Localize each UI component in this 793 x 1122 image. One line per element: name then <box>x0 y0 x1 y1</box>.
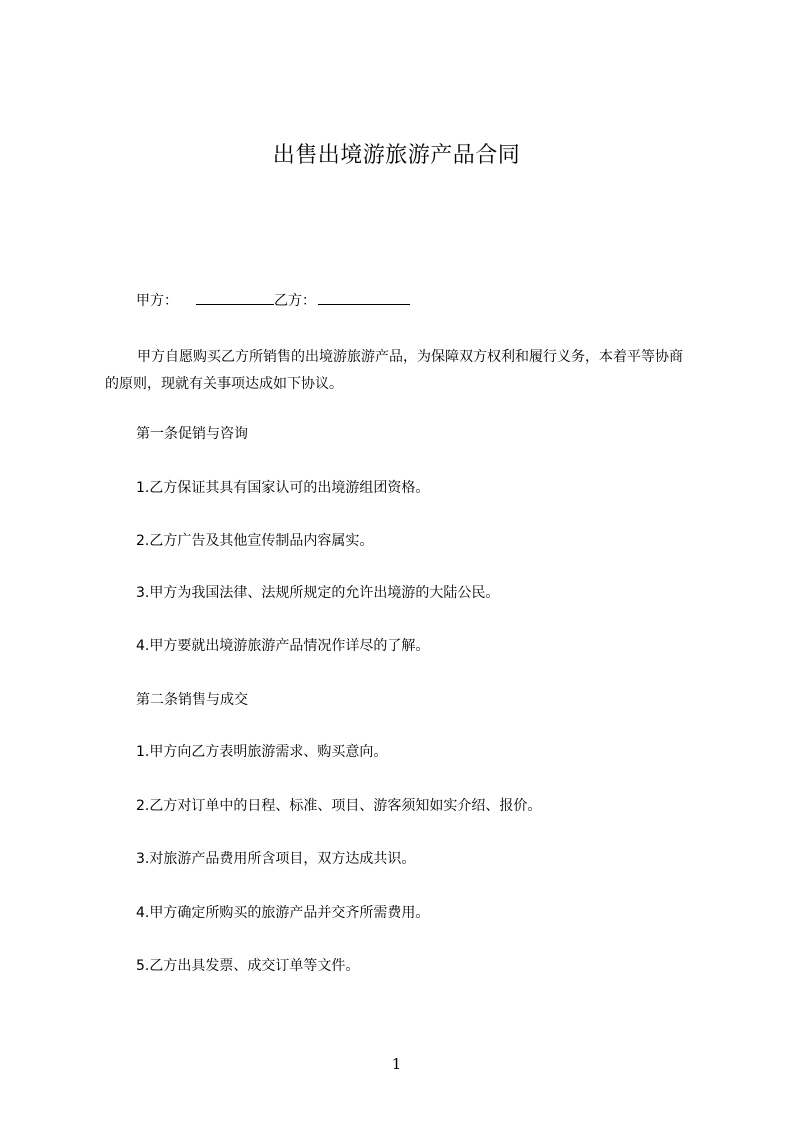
party-b-blank <box>318 290 410 305</box>
section2-item-1: 1.甲方向乙方表明旅游需求、购买意向。 <box>136 744 388 760</box>
section2-heading: 第二条销售与成交 <box>136 692 248 708</box>
document-title: 出售出境游旅游产品合同 <box>272 143 521 168</box>
party-a-label: 甲方： <box>136 293 178 309</box>
party-a-blank <box>196 290 274 305</box>
section2-item-4: 4.甲方确定所购买的旅游产品并交齐所需费用。 <box>136 905 430 921</box>
section2-item-2: 2.乙方对订单中的日程、标准、项目、游客须知如实介绍、报价。 <box>136 798 542 814</box>
section2-item-3: 3.对旅游产品费用所含项目，双方达成共识。 <box>136 851 416 867</box>
section2-item-5: 5.乙方出具发票、成交订单等文件。 <box>136 958 360 974</box>
party-line <box>136 290 410 311</box>
section1-item-2: 2.乙方广告及其他宣传制品内容属实。 <box>136 533 374 549</box>
intro-paragraph: 甲方自愿购买乙方所销售的出境游旅游产品，为保障双方权利和履行义务，本着平等协商的原则，现就有关事项达成如下协议。 <box>105 349 683 392</box>
section1-item-1: 1.乙方保证其具有国家认可的出境游组团资格。 <box>136 480 430 496</box>
section1-item-3: 3.甲方为我国法律、法规所规定的允许出境游的大陆公民。 <box>136 585 500 601</box>
section1-item-4: 4.甲方要就出境游旅游产品情况作详尽的了解。 <box>136 638 430 654</box>
section1-heading: 第一条促销与咨询 <box>136 426 248 442</box>
page-number: 1 <box>391 1055 402 1073</box>
party-b-label: 乙方： <box>274 293 316 309</box>
